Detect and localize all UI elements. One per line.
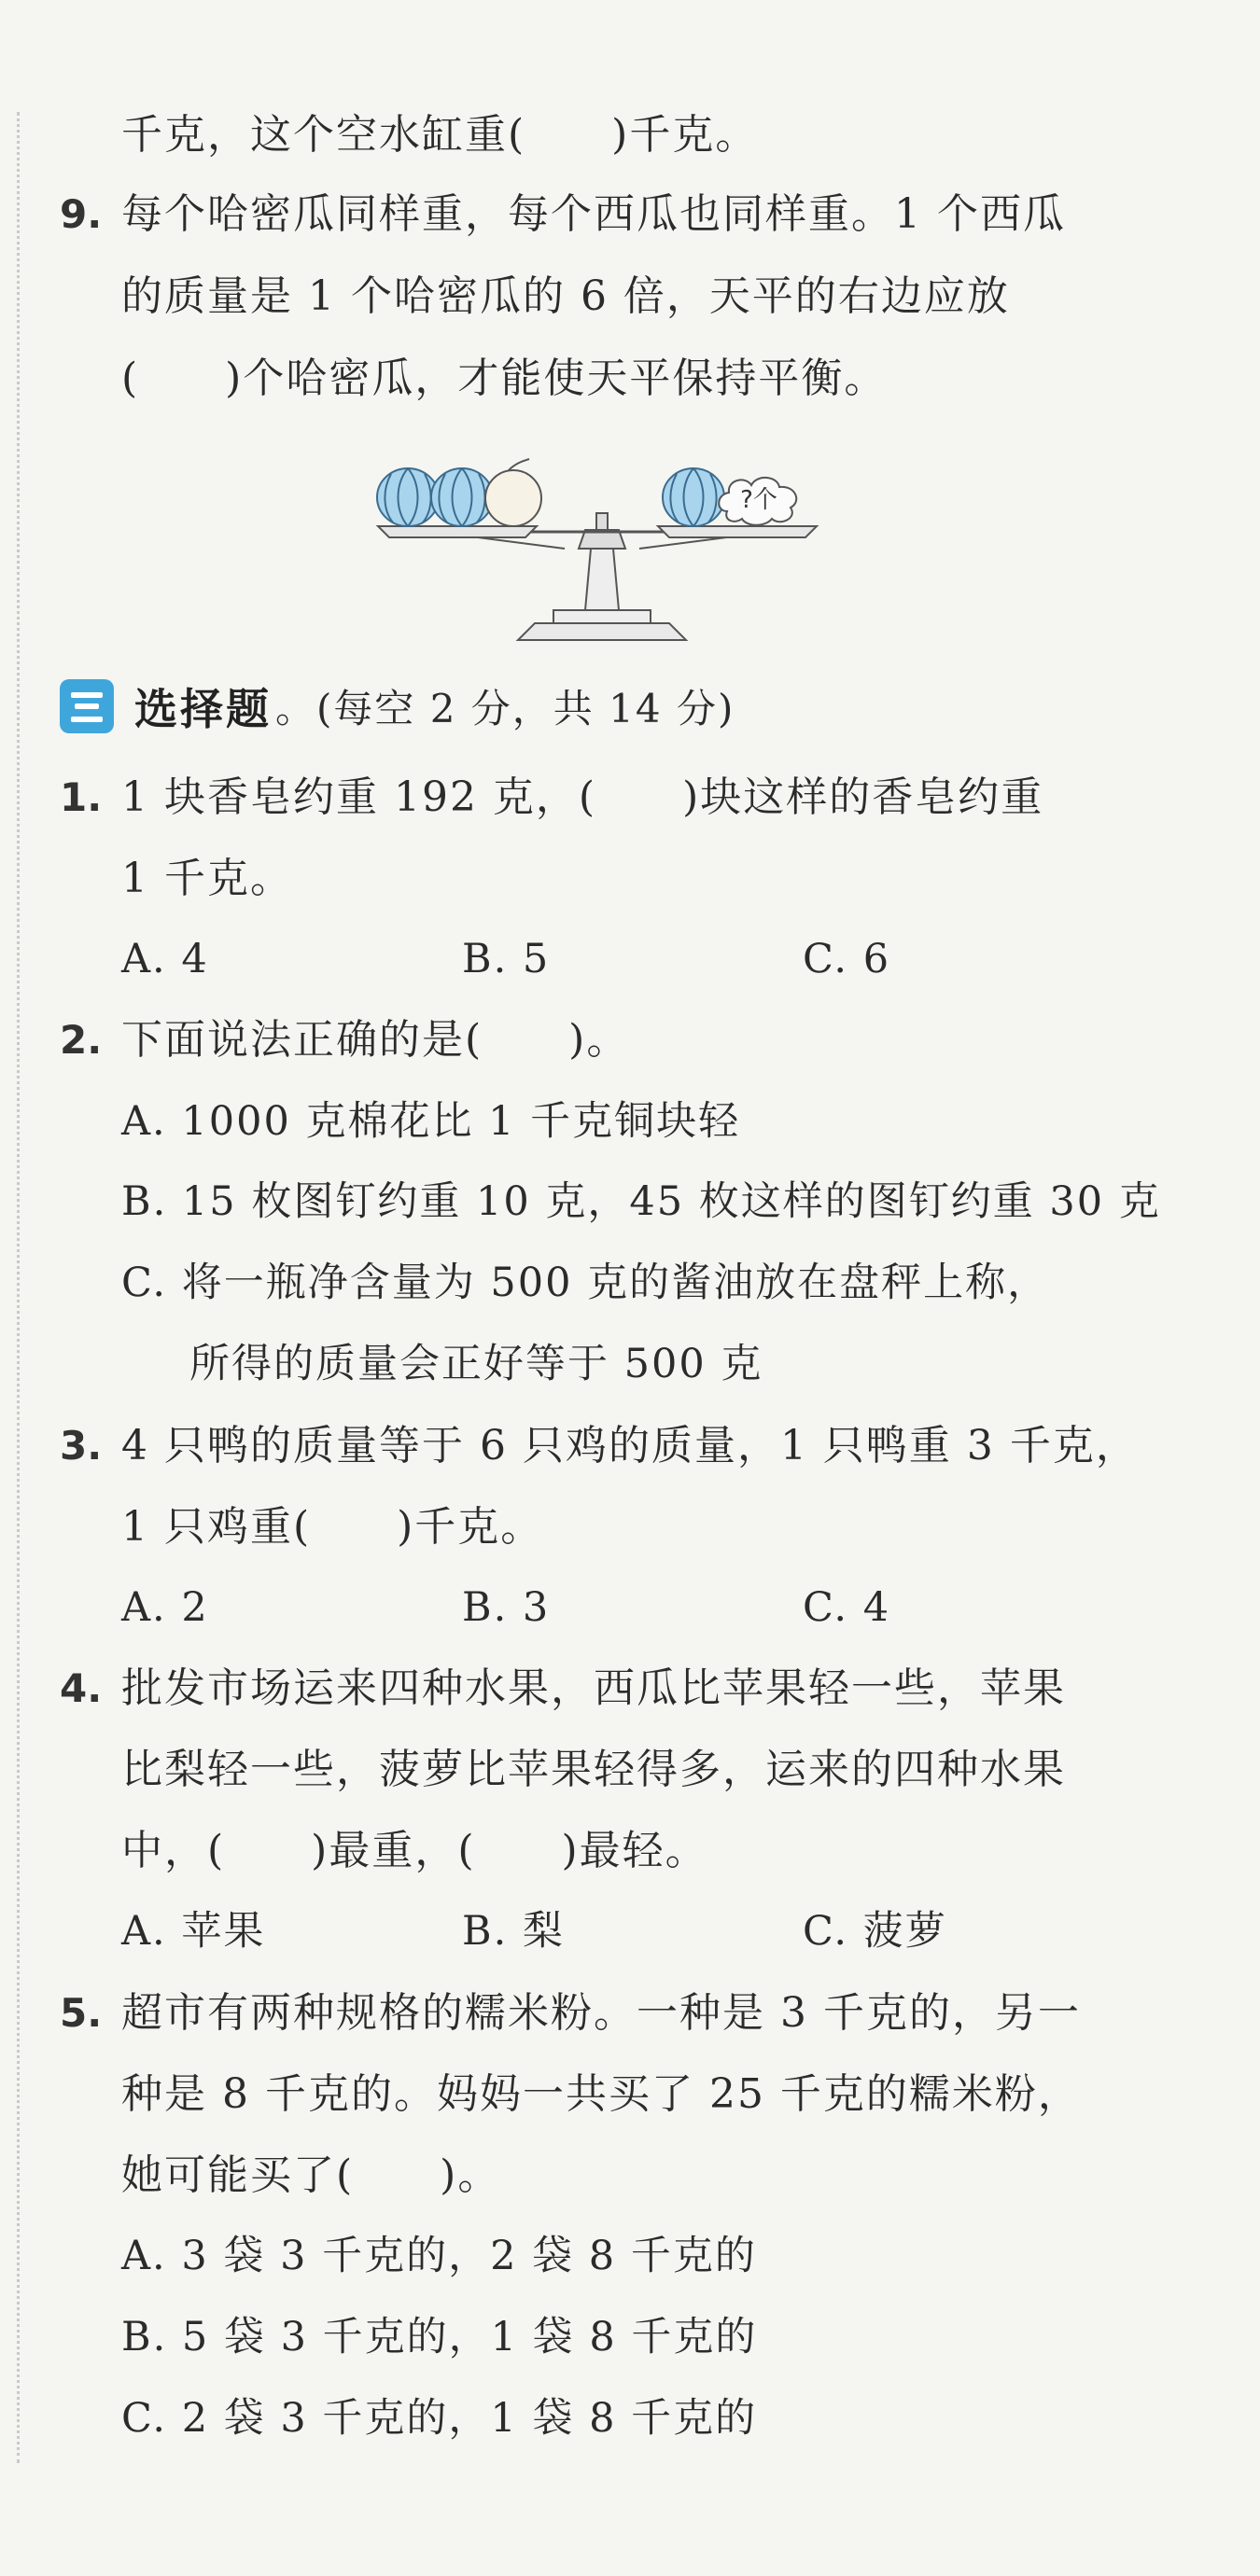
- question-2-option-b[interactable]: B. 15 枚图钉约重 10 克，45 枚这样的图钉约重 30 克: [121, 1178, 1161, 1225]
- question-5-option-c[interactable]: C. 2 袋 3 千克的，1 袋 8 千克的: [121, 2395, 758, 2442]
- section-number-badge: [60, 679, 114, 733]
- question-2-option-c[interactable]: C. 将一瓶净含量为 500 克的酱油放在盘秤上称，: [121, 1260, 1050, 1306]
- question-2-line-1: 下面说法正确的是( )。: [121, 1016, 630, 1064]
- question-5-line-1: 超市有两种规格的糯米粉。一种是 3 千克的，另一: [121, 1989, 1081, 2037]
- section-title: 选择题: [134, 684, 272, 734]
- binding-margin-line: [17, 112, 20, 2463]
- cantaloupe-icon: [485, 459, 541, 526]
- question-1-option-c[interactable]: C. 6: [803, 936, 891, 982]
- q8-tail-text: 千克，这个空水缸重( )千克。: [121, 111, 759, 159]
- question-4-number: 4.: [60, 1665, 103, 1711]
- question-2-option-c-continued: 所得的质量会正好等于 500 克: [189, 1341, 763, 1387]
- q9-line-1: 每个哈密瓜同样重，每个西瓜也同样重。1 个西瓜: [121, 190, 1066, 238]
- question-3-line-2: 1 只鸡重( )千克。: [121, 1503, 544, 1551]
- q9-line-2: 的质量是 1 个哈密瓜的 6 倍，天平的右边应放: [121, 272, 1010, 320]
- question-1-line-2: 1 千克。: [121, 855, 293, 902]
- question-4-line-1: 批发市场运来四种水果，西瓜比苹果轻一些，苹果: [121, 1664, 1066, 1712]
- question-4-option-c[interactable]: C. 菠萝: [803, 1908, 947, 1955]
- question-5-line-3: 她可能买了( )。: [121, 2151, 501, 2199]
- question-1-line-1: 1 块香皂约重 192 克，( )块这样的香皂约重: [121, 773, 1044, 821]
- question-3-option-b[interactable]: B. 3: [462, 1584, 551, 1631]
- question-1-option-b[interactable]: B. 5: [462, 936, 551, 982]
- watermelon-icon: [431, 468, 493, 526]
- question-3-number: 3.: [60, 1423, 103, 1469]
- question-5-option-a[interactable]: A. 3 袋 3 千克的，2 袋 8 千克的: [121, 2233, 757, 2279]
- question-4-line-3: 中，( )最重，( )最轻。: [121, 1827, 708, 1874]
- question-2-option-a[interactable]: A. 1000 克棉花比 1 千克铜块轻: [121, 1098, 741, 1145]
- question-4-line-2: 比梨轻一些，菠萝比苹果轻得多，运来的四种水果: [121, 1746, 1066, 1793]
- watermelon-icon: [377, 468, 439, 526]
- question-3-line-1: 4 只鸭的质量等于 6 只鸡的质量，1 只鸭重 3 千克，: [121, 1422, 1139, 1469]
- question-1-option-a[interactable]: A. 4: [121, 936, 209, 982]
- watermelon-icon: [663, 468, 724, 526]
- question-3-option-a[interactable]: A. 2: [121, 1584, 209, 1631]
- section-score-note: 。(每空 2 分，共 14 分): [275, 686, 735, 731]
- question-5-line-2: 种是 8 千克的。妈妈一共买了 25 千克的糯米粉，: [121, 2070, 1081, 2118]
- question-1-number: 1.: [60, 774, 103, 820]
- balance-scale-figure: [369, 446, 826, 647]
- q9-line-3: ( )个哈密瓜，才能使天平保持平衡。: [121, 355, 888, 402]
- question-4-option-b[interactable]: B. 梨: [462, 1908, 565, 1955]
- figure-question-label: ?个: [740, 486, 777, 514]
- q9-number: 9.: [60, 191, 103, 237]
- question-5-option-b[interactable]: B. 5 袋 3 千克的，1 袋 8 千克的: [121, 2314, 758, 2360]
- question-2-number: 2.: [60, 1017, 103, 1063]
- question-3-option-c[interactable]: C. 4: [803, 1584, 891, 1631]
- section-three-heading: [60, 676, 735, 736]
- question-4-option-a[interactable]: A. 苹果: [121, 1908, 266, 1955]
- question-5-number: 5.: [60, 1990, 103, 2036]
